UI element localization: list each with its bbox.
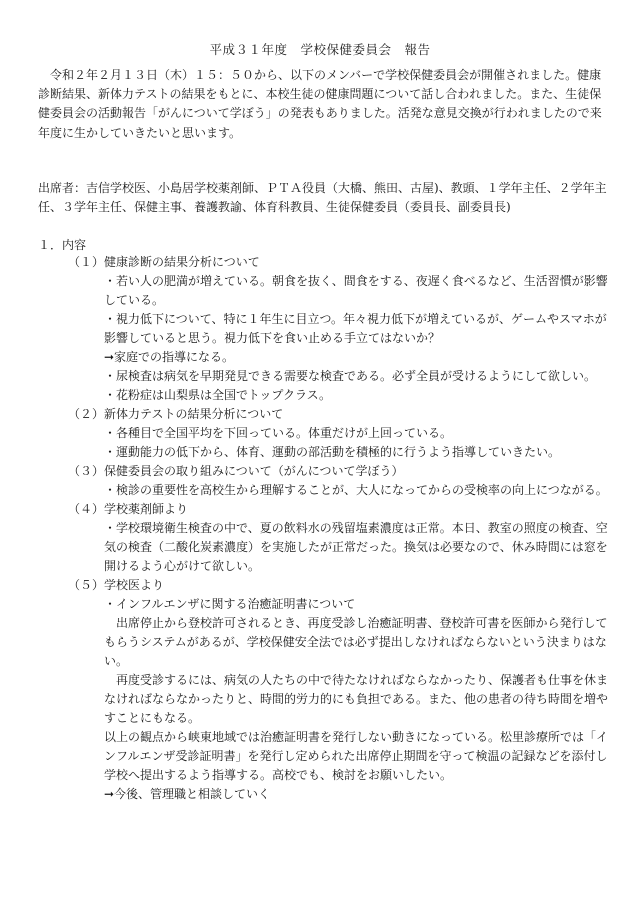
bullet-line: ・尿検査は病気を早期発見できる需要な検査である。必ず全員が受けるようにして欲しい。 bbox=[104, 369, 597, 383]
item-heading bbox=[38, 405, 610, 424]
item-title: 健康診断の結果分析について bbox=[104, 255, 260, 269]
item-number: （３） bbox=[68, 464, 105, 478]
item-number: （１） bbox=[68, 255, 105, 269]
item-title: 学校医より bbox=[104, 578, 165, 592]
bullet-line: ・若い人の肥満が増えている。朝食を抜く、間食をする、夜遅く食べるなど、生活習慣が影響している。 bbox=[104, 274, 608, 307]
bullet-line: ➞家庭での指導になる。 bbox=[104, 350, 235, 364]
intro-paragraph: 令和２年２月１３日（木）１５：５０から、以下のメンバーで学校保健委員会が開催されました。健康診断結果、新体力テストの結果をもとに、本校生徒の健康問題について話し合われました。また、生徒保健委員会の活動報告「がんについて学ぼう」の発表もありました。活発な意見交換が行われましたので来年度に生かしていきたいと思います。 bbox=[38, 68, 602, 140]
item-heading bbox=[38, 253, 610, 272]
bullet-line: ・運動能力の低下から、体育、運動の部活動を積極的に行うよう指導していきたい。 bbox=[104, 445, 561, 459]
content-list bbox=[38, 253, 610, 804]
item-heading bbox=[38, 462, 610, 481]
item-number: （５） bbox=[68, 578, 105, 592]
item-number: （４） bbox=[68, 502, 105, 516]
bullet-line: ・花粉症は山梨県は全国でトップクラス。 bbox=[104, 388, 332, 402]
item-title: 新体力テストの結果分析について bbox=[104, 407, 284, 421]
body-paragraph: 以上の観点から峡東地域では治癒証明書を発行しない動きになっている。松里診療所では「インフルエンザ受診証明書」を発行し定められた出席停止期間を守って検温の記録などを添付し学校へ提出するよう指導する。高校でも、検討をお願いしたい。 bbox=[104, 730, 609, 782]
bullet-line: ・各種目で全国平均を下回っている。体重だけが上回っている。 bbox=[104, 426, 453, 440]
item-heading bbox=[38, 576, 610, 595]
bullet-line: ・視力低下について、特に１年生に目立つ。年々視力低下が増えているが、ゲームやスマホが影響していると思う。視力低下を食い止める手立てはないか？ bbox=[104, 312, 607, 345]
bullet-line: ・インフルエンザに関する治癒証明書について bbox=[104, 597, 356, 611]
conclusion-line: ➞今後、管理職と相談していく bbox=[104, 787, 271, 801]
body-paragraph: 出席停止から登校許可されるとき、再度受診し治癒証明書、登校許可書を医師から発行してもらうシステムがあるが、学校保健安全法では必ず提出しなければならないという決まりはない。 bbox=[104, 616, 608, 668]
bullet-line: ・検診の重要性を高校生から理解することが、大人になってからの受検率の向上につながる。 bbox=[104, 483, 608, 497]
item-title: 保健委員会の取り組みについて（がんについて学ぼう） bbox=[104, 464, 404, 478]
bullet-line: ・学校環境衛生検査の中で、夏の飲料水の残留塩素濃度は正常。本日、教室の照度の検査、空気の検査（二酸化炭素濃度）を実施したが正常だった。換気は必要なので、休み時間には窓を開けるよう心がけて欲しい。 bbox=[104, 521, 608, 573]
body-paragraph: 再度受診するには、病気の人たちの中で待たなければならなかったり、保護者も仕事を休まなければならなかったりと、時間的労力的にも負担である。また、他の患者の待ち時間を増やすことにもなる。 bbox=[104, 673, 609, 725]
attendees-paragraph: 出席者：吉信学校医、小島居学校薬剤師、ＰＴＡ役員（大橋、熊田、古屋)、教頭、１学年主任、２学年主任、３学年主任、保健主事、養護教諭、体育科教員、生徒保健委員（委員長、副委員長) bbox=[38, 181, 607, 215]
document-title: 平成３１年度 学校保健委員会 報告 bbox=[209, 42, 431, 57]
item-heading bbox=[38, 500, 610, 519]
item-number: （２） bbox=[68, 407, 105, 421]
item-title: 学校薬剤師より bbox=[104, 502, 189, 516]
section-heading: １．内容 bbox=[38, 238, 87, 252]
